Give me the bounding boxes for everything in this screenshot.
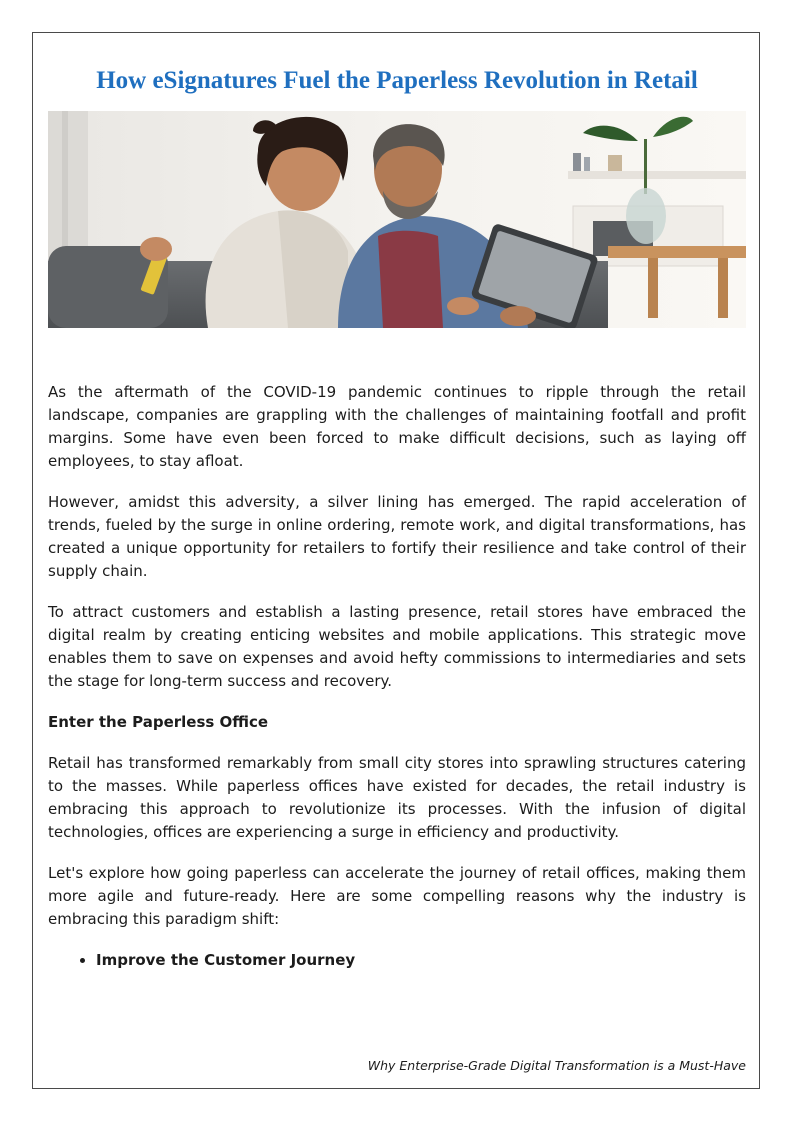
- paragraph-2: However, amidst this adversity, a silver lining has emerged. The rapid acceleration of trends, fueled by the surge in online ordering, remote work, and digital transformations, has created a unique opportunity for retailers to fortify their resilience and take control of their supply chain.: [48, 493, 746, 580]
- paragraph-3: To attract customers and establish a lasting presence, retail stores have embraced the digital realm by creating enticing websites and mobile applications. This strategic move enables them to save on expenses and avoid hefty commissions to intermediaries and sets the stage for long-term success and recovery.: [48, 603, 746, 690]
- article-body: [48, 381, 746, 972]
- page-footer: Why Enterprise-Grade Digital Transformation is a Must-Have: [367, 1058, 746, 1073]
- bullet-list: [48, 949, 746, 972]
- bullet-item: • Improve the Customer Journey: [96, 949, 746, 972]
- page-title: How eSignatures Fuel the Paperless Revolution in Retail: [96, 67, 698, 94]
- section-heading: Enter the Paperless Office: [48, 713, 269, 731]
- hero-photo: [48, 111, 746, 328]
- paragraph-4: Retail has transformed remarkably from small city stores into sprawling structures catering to the masses. While paperless offices have existed for decades, the retail industry is embracing this approach to revolutionize its processes. With the infusion of digital technologies, offices are experiencing a surge in efficiency and productivity.: [48, 754, 746, 841]
- paragraph-5: Let's explore how going paperless can accelerate the journey of retail offices, making them more agile and future-ready. Here are some compelling reasons why the industry is embracing this paradigm shift:: [48, 864, 746, 928]
- paragraph-1: As the aftermath of the COVID-19 pandemic continues to ripple through the retail landscape, companies are grappling with the challenges of maintaining footfall and profit margins. Some have even been forced to make difficult decisions, such as laying off employees, to stay afloat.: [48, 383, 746, 470]
- couple-with-tablet-image: [48, 111, 746, 328]
